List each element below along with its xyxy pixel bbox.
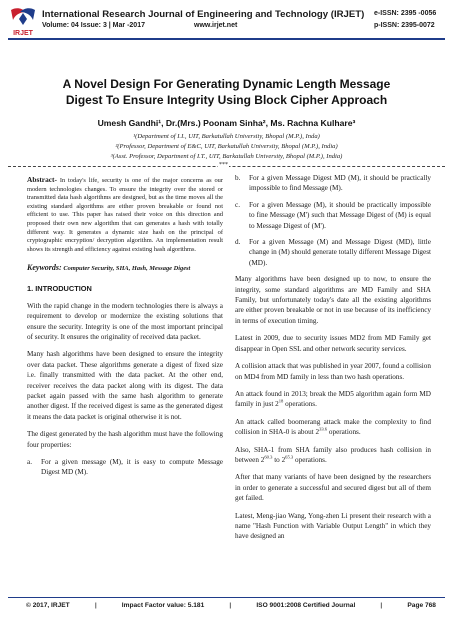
paper-title (20, 76, 433, 108)
list-item (235, 173, 431, 194)
journal-website[interactable]: www.irjet.net (194, 22, 238, 29)
body-paragraph-7: After that many variants of have been designed by the researchers in order to generate a successful and secured digest but all of them get failed. (235, 473, 431, 503)
footer-impact-factor: Impact Factor value: 5.181 (121, 602, 205, 609)
abstract-label: Abstract- (27, 175, 57, 184)
page-footer (26, 602, 436, 609)
footer-copyright: © 2017, IRJET (26, 602, 70, 609)
list-item (235, 200, 431, 231)
abstract-text: In today's life, security is one of the major concerns as our modern technologies changes. To ensure the integrity over the stored or transmitted data hash algorithms are designed, but as the time moves all the existing standard algorithms are either proven breakable or found not efficient to use. This paper has raised their voice on this direction and proposed their own new algorithm that can generates a hash with totally different way. It generates a dynamic size hash on the principal of cryptographic encryption/ decryption algorithm. An implementation result shows its strength and efficiency against existing hash algorithms. (27, 177, 223, 253)
journal-title: International Research Journal of Engineering and Technology (IRJET) (42, 9, 365, 20)
paper-authors: Umesh Gandhi¹, Dr.(Mrs.) Poonam Sinha², Ms. Rachna Kulhare³ (97, 118, 356, 128)
paper-title-line-2: Digest To Ensure Integrity Using Block Cipher Approach (65, 93, 388, 107)
journal-volume-line (42, 22, 238, 29)
body-paragraph-3: A collision attack that was published in year 2007, found a collision on MD4 from MD family in less than two hash operations. (235, 362, 431, 381)
section-heading-introduction: 1. INTRODUCTION (27, 284, 92, 294)
list-item-text: For a given message (M), it is easy to compute Message Digest MD (M). (41, 458, 223, 477)
footer-divider-bar: | (94, 602, 97, 609)
list-item-text: For a given Message (M), it should be practically impossible to fine Message (M') such that Message Digest of (M) is equal to Message Digest of (M'). (249, 200, 431, 230)
body-paragraph-5: An attack called boomerang attack make the complexity to find collision in SHA-0 is about $2^{33.6}$ operations. (235, 417, 431, 437)
list-item-text: For a given Message (M) and Message Digest (MD), little change in (M) should generate totally different Message Digest (MD). (249, 238, 431, 267)
intro-paragraph-3: The digest generated by the hash algorithm must have the following four properties: (27, 430, 223, 449)
header-divider (8, 38, 445, 40)
left-column (27, 176, 223, 484)
footer-divider-bar: | (229, 602, 232, 609)
footer-divider-bar: | (380, 602, 383, 609)
footer-iso: ISO 9001:2008 Certified Journal (256, 602, 356, 609)
footer-page-number: Page 768 (407, 602, 436, 609)
list-marker: d. (235, 238, 241, 247)
affiliation-1: ¹(Department of I.I., UIT, Barkatullah University, Bhopal (M.P.), Inda) (133, 133, 320, 140)
body-paragraph-1: Many algorithms have been designed up to now, to ensure the integrity, some standard algorithms are MD Family and SHA Family, but unfortunately today's date all the existing algorithms are either proven breakable or not in use because of its inefficiency in terms of execution timing. (235, 275, 431, 325)
keywords-text: Computer Security, SHA, Hash, Message Digest (63, 265, 191, 273)
e-issn: e-ISSN: 2395 -0056 (374, 10, 437, 17)
keywords (27, 263, 223, 274)
journal-volume: Volume: 04 Issue: 3 | Mar -2017 (42, 22, 145, 29)
intro-paragraph-2: Many hash algorithms have been designed to ensure the integrity over data packet. These algorithms generate a digest of fixed size i.e. finally transmitted with the data packet. At the other end, receiver receives the data packet along with its digest. The data packet again passed with the same hash algorithm to generate another digest. If the received digest is same as the generated digest it means the data packet is original otherwise it is not. (27, 350, 223, 421)
affiliation-3: ³(Asst. Professor, Department of I.T., UIT, Barkatullah University, Bhopal (M.P.), India) (110, 153, 343, 160)
paper-title-line-1: A Novel Design For Generating Dynamic Length Message (62, 77, 391, 91)
intro-paragraph-1: With the rapid change in the modern technologies there is always a requirement to develop or modernize the existing solutions that ensure the security. Integrity is one of the most important principal of security. It ensures the originality of received data packet. (27, 301, 223, 341)
body-paragraph-4: An attack found in 2013; break the MD5 algorithm again form MD family in just $2^{18}$ operations. (235, 389, 431, 409)
separator-stars: *** (219, 162, 228, 168)
journal-header (0, 0, 453, 44)
list-marker: c. (235, 200, 240, 209)
right-column (235, 173, 431, 549)
list-marker: a. (27, 458, 32, 467)
irjet-logo (8, 6, 38, 38)
affiliation-2: ²(Professor, Department of E&C, UIT, Barkatullah University, Bhopal (M.P.), India) (115, 143, 338, 150)
body-paragraph-6: Also, SHA-1 from SHA family also produces hash collision in between $2^{60.3}$ to $2^{65.3}$ operations. (235, 445, 431, 464)
list-item (235, 237, 431, 268)
list-item (27, 457, 223, 478)
body-paragraph-8: Latest, Meng-jiao Wang, Yong-zhen Li present their research with a name "Hash Function with Variable Output Length" in which they have designed an (235, 511, 431, 541)
body-paragraph-2: Latest in 2009, due to security issues MD2 from MD Family get disappear in Open SSL and other network security services. (235, 334, 431, 353)
footer-divider (8, 597, 445, 598)
list-marker: b. (235, 174, 241, 182)
p-issn: p-ISSN: 2395-0072 (374, 22, 435, 29)
abstract (27, 176, 223, 254)
list-item-text: For a given Message Digest MD (M), it should be practically impossible to find Message (M). (249, 174, 431, 193)
keywords-label: Keywords: (27, 263, 62, 273)
svg-text:IRJET: IRJET (13, 30, 33, 37)
